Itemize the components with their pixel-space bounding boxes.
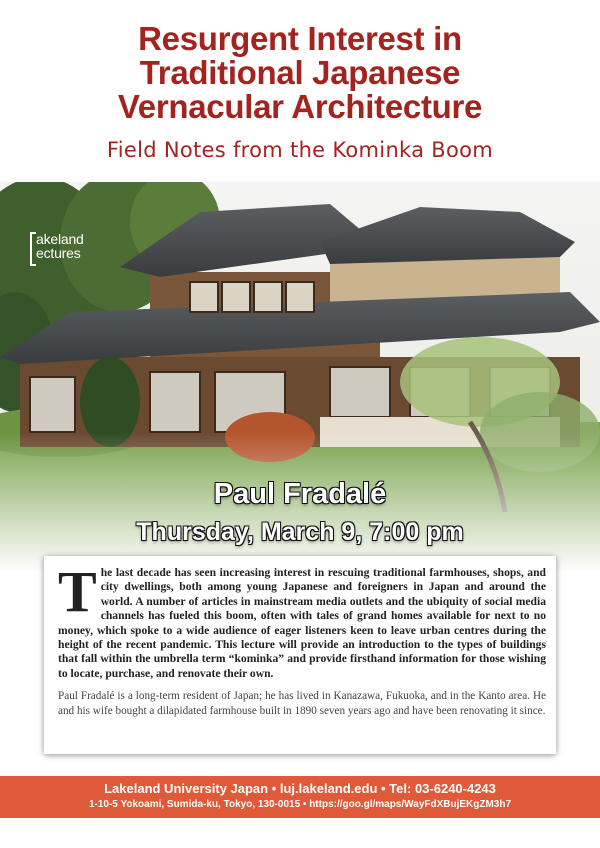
speaker-name: Paul Fradalé [213, 478, 387, 510]
poster-title [0, 22, 600, 124]
speaker-bio: Paul Fradalé is a long-term resident of Japan; he has lived in Kanazawa, Fukuoka, and in the Kanto area. He and his wife bought a dilapidated farmhouse built in 1890 seven years ago and have been renovating it since. [58, 690, 546, 717]
logo-bracket-icon [30, 232, 36, 266]
title-line-1: Resurgent Interest in [138, 20, 462, 57]
footer-contact-line: Lakeland University Japan • luj.lakeland.edu • Tel: 03-6240-4243 [104, 781, 496, 796]
event-datetime: Thursday, March 9, 7:00 pm [136, 518, 464, 546]
drop-cap: T [58, 559, 97, 624]
logo-line-2: ectures [36, 245, 81, 261]
lakeland-lectures-logo [30, 232, 104, 260]
title-line-3: Vernacular Architecture [117, 88, 483, 125]
description-card [44, 556, 556, 754]
logo-line-1: akeland [36, 231, 84, 247]
title-line-2: Traditional Japanese [139, 54, 461, 91]
lecture-description [58, 559, 546, 681]
lecture-description-text: he last decade has seen increasing interest in rescuing traditional farmhouses, shops, and city dwellings, both among young Japanese and foreigners in Japan and around the world. A number of articles in mainstream media outlets and the ubiquity of social media channels has fueled this boom, often with tales of grand homes available for next to no money, which spoke to a wide audience of eager listeners keen to leave urban centres during the height of the recent pandemic. This lecture will provide an introduction to the types of buildings that fall within the umbrella term “kominka” and provide firsthand information for those wishing to locate, purchase, and renovate their own. [58, 566, 546, 680]
contact-footer [0, 776, 600, 818]
footer-address-line: 1-10-5 Yokoami, Sumida-ku, Tokyo, 130-0015 • https://goo.gl/maps/WayFdXBujEKgZM3h7 [88, 799, 512, 810]
poster-subtitle: Field Notes from the Kominka Boom [106, 138, 494, 162]
